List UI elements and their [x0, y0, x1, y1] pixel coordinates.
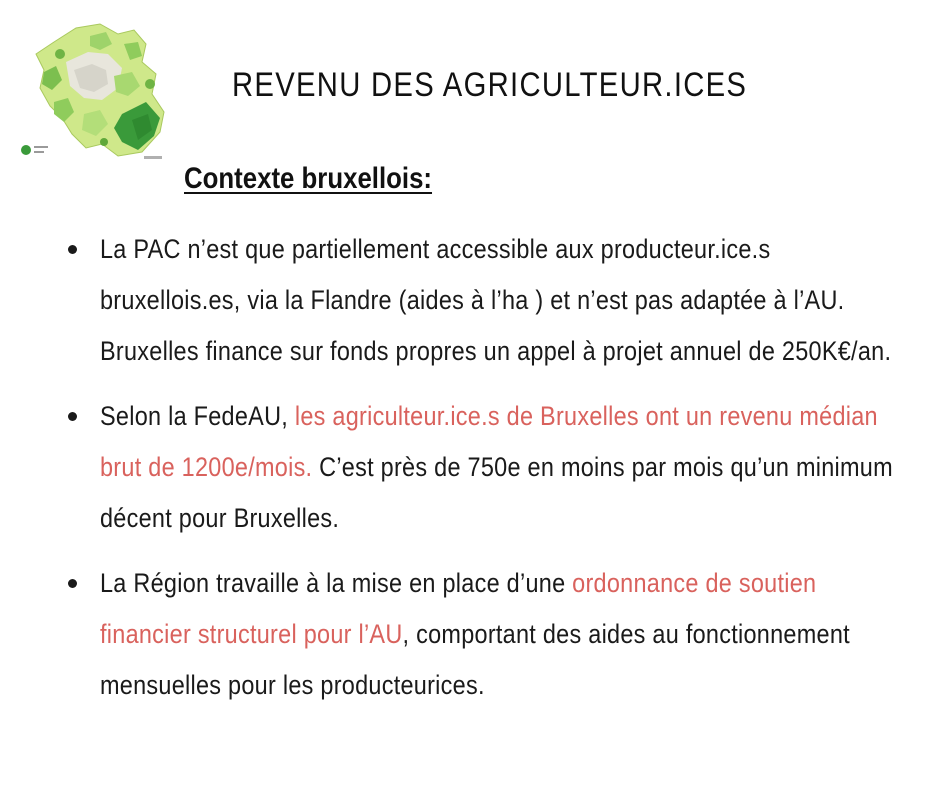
bullet-item-region: [100, 558, 900, 711]
section-subtitle: Contexte bruxellois:: [184, 162, 433, 195]
bullet-text: La PAC n’est que partiellement accessible aux producteur.ice.s bruxellois.es, via la Flandre (aides à l’ha ) et n’est pas adaptée à l’AU. Bruxelles finance sur fonds propres un appel à projet annuel de 250K€/an.: [100, 234, 892, 366]
map-shape: [36, 24, 164, 156]
bullet-item-pac: [100, 224, 900, 377]
highlighted-text: les agriculteur.ice.s de Bruxelles ont un revenu médian brut de 1200e/mois.: [100, 401, 878, 482]
page-title: REVENU DES AGRICULTEUR.ICES: [232, 66, 748, 104]
brussels-green-map-image: [14, 14, 170, 162]
bullet-text: Selon la FedeAU, les agriculteur.ice.s de Bruxelles ont un revenu médian brut de 1200e/mois. C’est près de 750e en moins par mois qu’un minimum décent pour Bruxelles.: [100, 401, 893, 533]
bullet-list: [100, 224, 900, 725]
bullet-item-fedeau: [100, 391, 900, 544]
highlighted-text: ordonnance de soutien financier structurel pour l’AU: [100, 568, 817, 649]
bullet-text: La Région travaille à la mise en place d’une ordonnance de soutien financier structurel pour l’AU, comportant des aides au fonctionnement mensuelles pour les producteurices.: [100, 568, 850, 700]
